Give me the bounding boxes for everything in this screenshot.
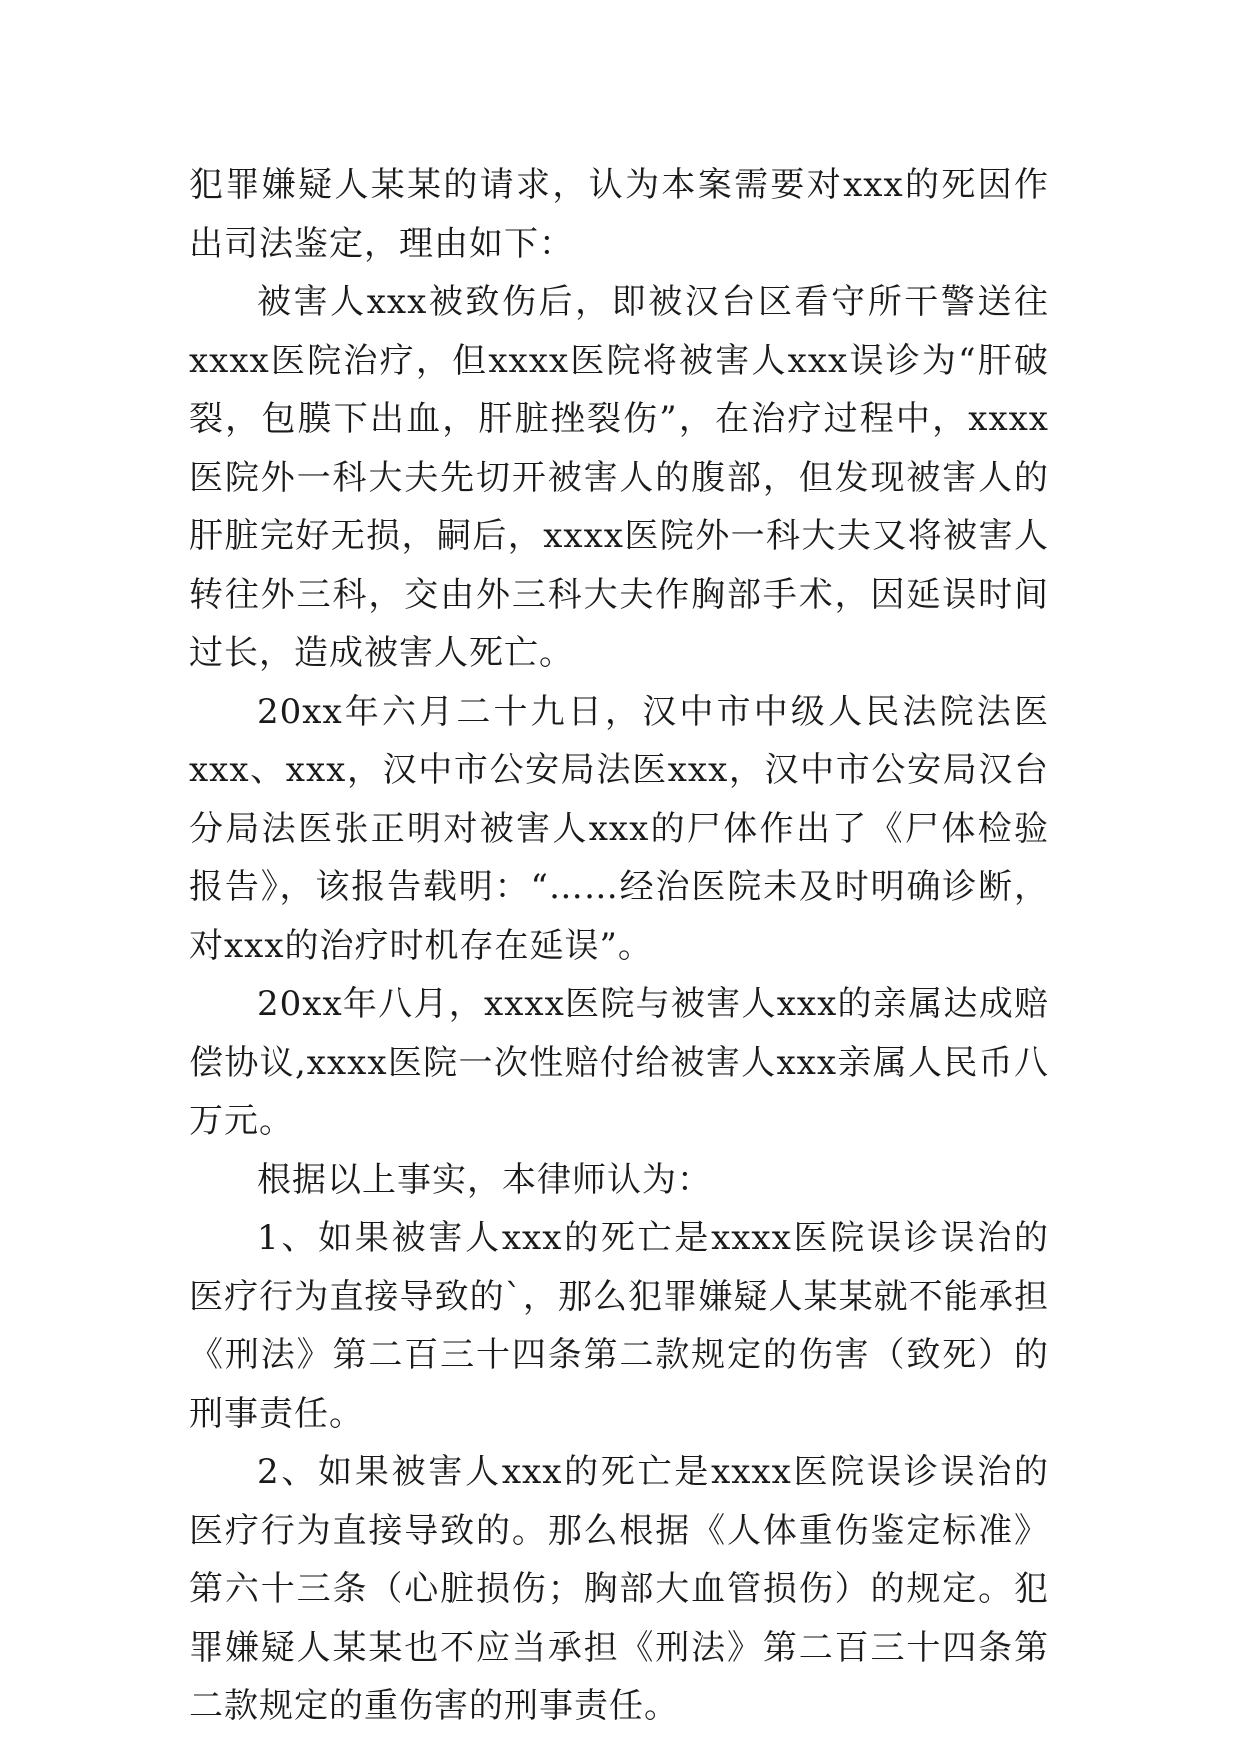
paragraph-4: 20xx年八月，xxxx医院与被害人xxx的亲属达成赔偿协议,xxxx医院一次性赔付给被害人xxx亲属人民币八万元。 [189, 984, 1049, 1141]
document-body [189, 156, 1049, 1736]
paragraph-1: 犯罪嫌疑人某某的请求，认为本案需要对xxx的死因作出司法鉴定，理由如下： [189, 165, 1049, 264]
paragraph-6: 1、如果被害人xxx的死亡是xxxx医院误诊误治的医疗行为直接导致的`，那么犯罪嫌疑人某某就不能承担《刑法》第二百三十四条第二款规定的伤害（致死）的刑事责任。 [189, 1218, 1049, 1434]
paragraph-7: 2、如果被害人xxx的死亡是xxxx医院误诊误治的医疗行为直接导致的。那么根据《人体重伤鉴定标准》第六十三条（心脏损伤；胸部大血管损伤）的规定。犯罪嫌疑人某某也不应当承担《刑法》第二百三十四条第二款规定的重伤害的刑事责任。 [189, 1452, 1049, 1726]
paragraph-5: 根据以上事实，本律师认为： [257, 1159, 712, 1200]
paragraph-3: 20xx年六月二十九日，汉中市中级人民法院法医xxx、xxx，汉中市公安局法医xxx，汉中市公安局汉台分局法医张正明对被害人xxx的尸体作出了《尸体检验报告》，该报告载明：“……经治医院未及时明确诊断，对xxx的治疗时机存在延误”。 [189, 691, 1049, 966]
paragraph-2: 被害人xxx被致伤后，即被汉台区看守所干警送往xxxx医院治疗，但xxxx医院将被害人xxx误诊为“肝破裂，包膜下出血，肝脏挫裂伤”，在治疗过程中，xxxx医院外一科大夫先切开被害人的腹部，但发现被害人的肝脏完好无损，嗣后，xxxx医院外一科大夫又将被害人转往外三科，交由外三科大夫作胸部手术，因延误时间过长，造成被害人死亡。 [189, 282, 1049, 673]
